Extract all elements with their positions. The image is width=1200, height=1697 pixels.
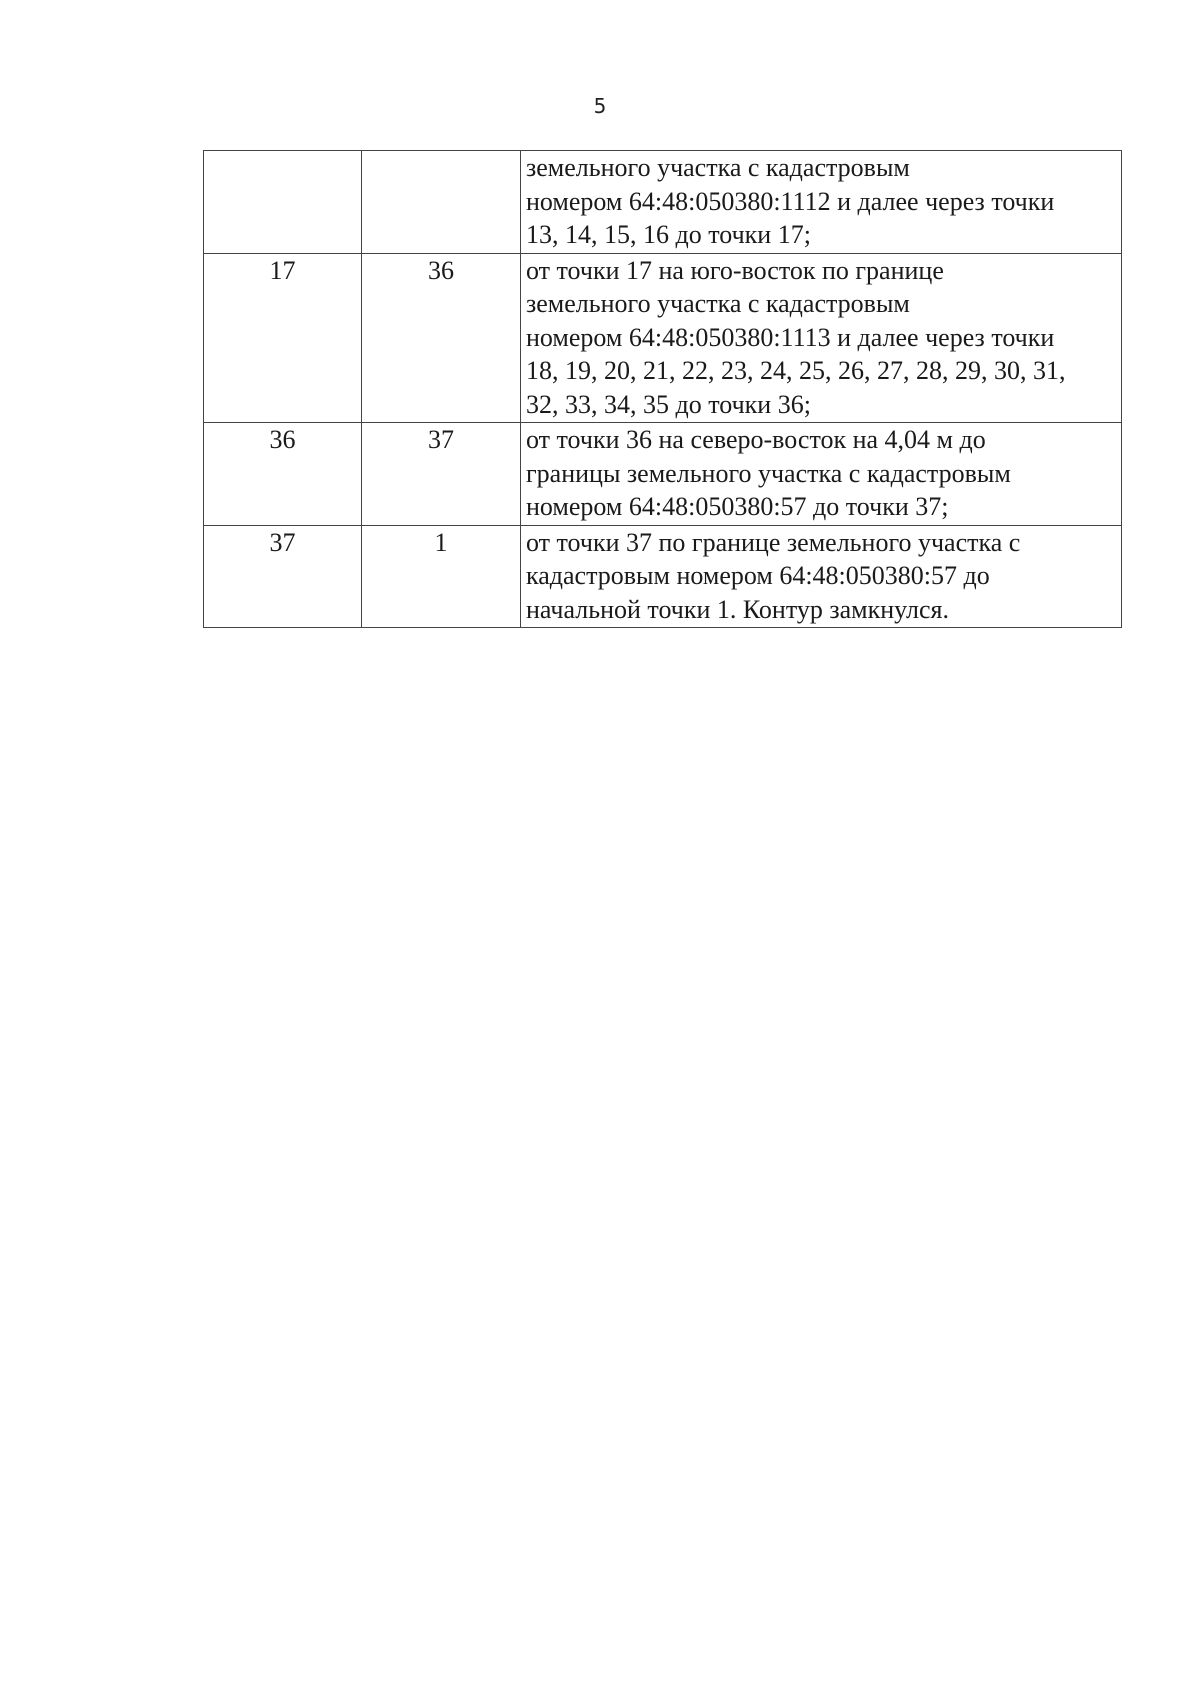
- description-line: земельного участка с кадастровым: [526, 153, 910, 182]
- description-line: земельного участка с кадастровым: [526, 289, 910, 318]
- description-line: 18, 19, 20, 21, 22, 23, 24, 25, 26, 27, 28, 29, 30, 31,: [526, 356, 1066, 385]
- table-row: [204, 525, 1122, 628]
- from-point-cell: 36: [204, 423, 362, 526]
- to-point-cell: 37: [362, 423, 521, 526]
- description-line: от точки 37 по границе земельного участка с: [526, 527, 1021, 557]
- description-line: номером 64:48:050380:1113 и далее через точки: [526, 322, 1055, 352]
- table-row: [204, 423, 1122, 526]
- description-cell: [521, 151, 1122, 254]
- description-line: кадастровым номером 64:48:050380:57 до: [526, 561, 990, 590]
- description-line: от точки 17 на юго-восток по границе: [526, 255, 944, 285]
- description-line: границы земельного участка с кадастровым: [526, 458, 1011, 488]
- from-point-cell: 37: [204, 525, 362, 628]
- description-line: 13, 14, 15, 16 до точки 17;: [526, 220, 811, 249]
- description-line: номером 64:48:050380:57 до точки 37;: [526, 492, 949, 521]
- to-point-cell: 36: [362, 253, 521, 423]
- to-point-cell: 1: [362, 525, 521, 628]
- page-number: 5: [593, 94, 607, 118]
- description-cell: [521, 423, 1122, 526]
- description-cell: [521, 253, 1122, 423]
- description-cell: [521, 525, 1122, 628]
- description-line: 32, 33, 34, 35 до точки 36;: [526, 389, 811, 419]
- to-point-cell: [362, 151, 521, 254]
- table-row: [204, 253, 1122, 423]
- boundary-description-table: [203, 150, 1122, 628]
- from-point-cell: 17: [204, 253, 362, 423]
- description-line: номером 64:48:050380:1112 и далее через точки: [526, 186, 1055, 216]
- table-row: [204, 151, 1122, 254]
- description-line: начальной точки 1. Контур замкнулся.: [526, 594, 950, 624]
- from-point-cell: [204, 151, 362, 254]
- description-line: от точки 36 на северо-восток на 4,04 м до: [526, 425, 986, 454]
